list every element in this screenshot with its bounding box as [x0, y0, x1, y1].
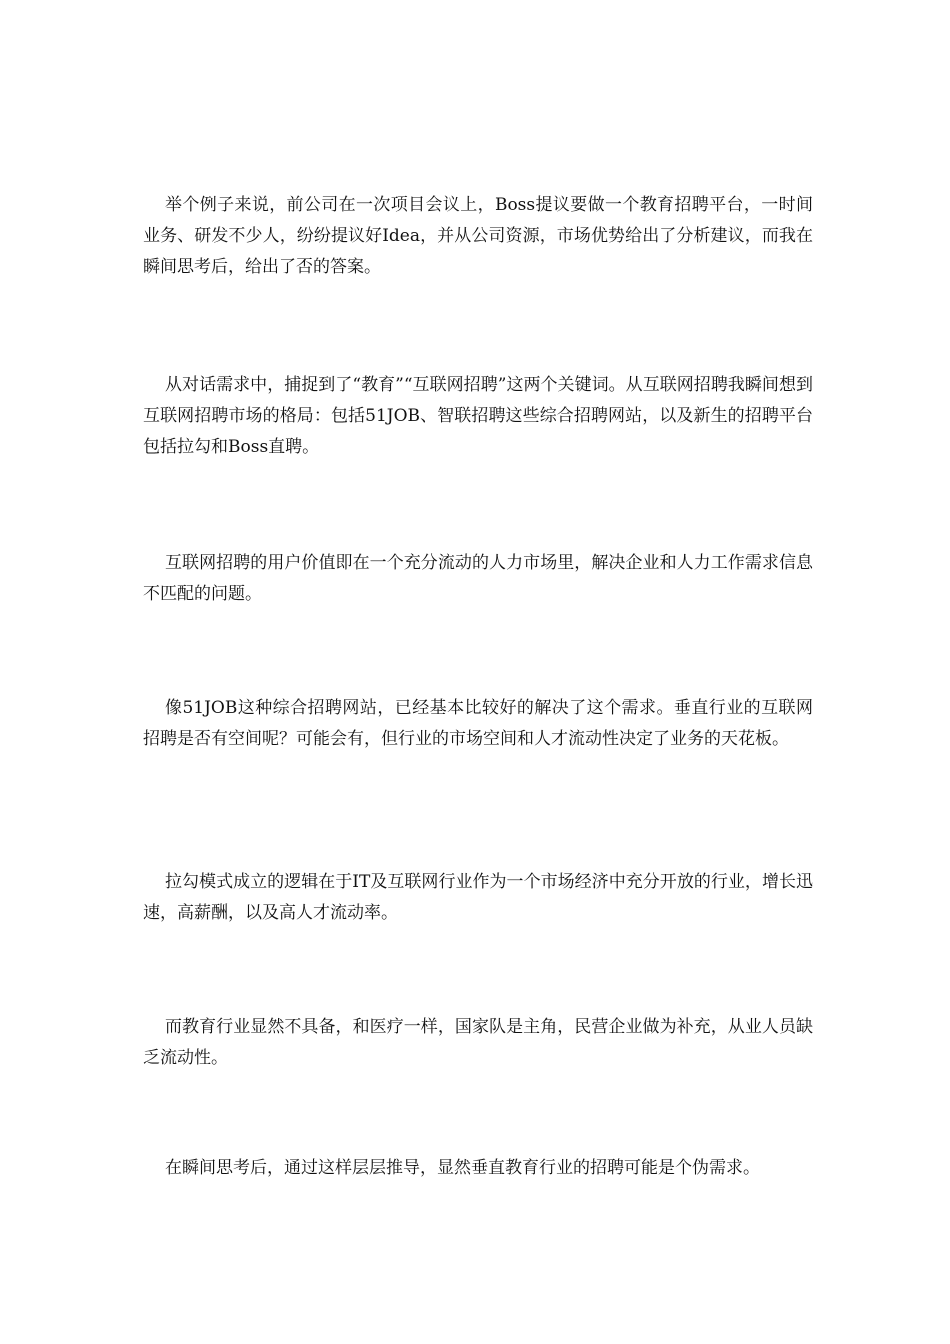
- paragraph-4: 像51JOB这种综合招聘网站，已经基本比较好的解决了这个需求。垂直行业的互联网招聘是否有空间呢？可能会有，但行业的市场空间和人才流动性决定了业务的天花板。: [143, 698, 813, 749]
- paragraph-1: 举个例子来说，前公司在一次项目会议上，Boss提议要做一个教育招聘平台，一时间业务、研发不少人，纷纷提议好Idea，并从公司资源，市场优势给出了分析建议，而我在瞬间思考后，给出了否的答案。: [143, 195, 813, 277]
- paragraph-6: 而教育行业显然不具备，和医疗一样，国家队是主角，民营企业做为补充，从业人员缺乏流动性。: [143, 1017, 813, 1068]
- paragraph-5: 拉勾模式成立的逻辑在于IT及互联网行业作为一个市场经济中充分开放的行业，增长迅速，高薪酬，以及高人才流动率。: [143, 872, 813, 923]
- paragraph-3: 互联网招聘的用户价值即在一个充分流动的人力市场里，解决企业和人力工作需求信息不匹配的问题。: [143, 553, 813, 604]
- paragraph-7: 在瞬间思考后，通过这样层层推导，显然垂直教育行业的招聘可能是个伪需求。: [165, 1158, 760, 1178]
- paragraph-2: 从对话需求中，捕捉到了“教育”“互联网招聘”这两个关键词。从互联网招聘我瞬间想到互联网招聘市场的格局：包括51JOB、智联招聘这些综合招聘网站，以及新生的招聘平台包括拉勾和Boss直聘。: [143, 375, 813, 457]
